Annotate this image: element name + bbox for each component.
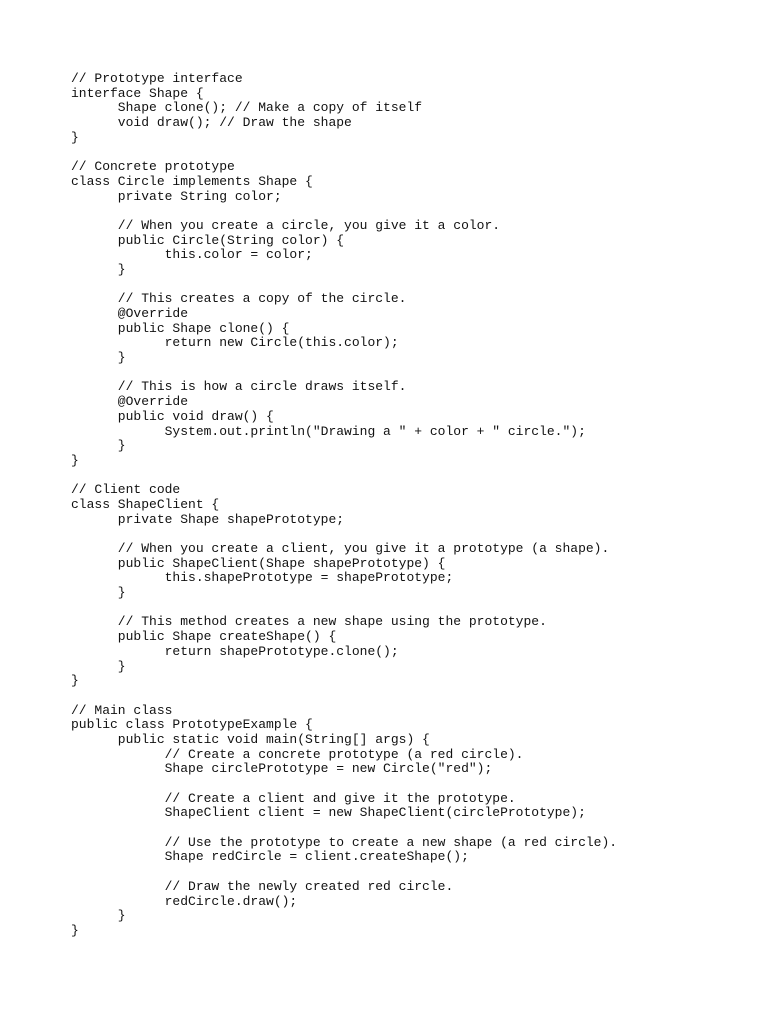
code-line: public Shape createShape() { bbox=[71, 629, 337, 645]
code-line: } bbox=[71, 261, 126, 277]
code-line: } bbox=[71, 673, 79, 689]
code-line: } bbox=[71, 658, 126, 674]
code-line: ShapeClient client = new ShapeClient(circlePrototype); bbox=[71, 805, 586, 821]
code-line: // When you create a circle, you give it a color. bbox=[71, 217, 501, 233]
code-line: void draw(); // Draw the shape bbox=[71, 115, 352, 131]
code-line: class ShapeClient { bbox=[71, 496, 220, 512]
code-line: private Shape shapePrototype; bbox=[71, 511, 345, 527]
code-line: // Create a concrete prototype (a red circle). bbox=[71, 746, 524, 762]
code-line: } bbox=[71, 908, 126, 924]
code-line: // When you create a client, you give it a prototype (a shape). bbox=[71, 541, 610, 556]
code-line bbox=[71, 366, 617, 381]
code-line bbox=[71, 689, 617, 704]
code-line: } bbox=[71, 350, 126, 366]
code-line: } bbox=[71, 585, 126, 601]
code-line: this.color = color; bbox=[71, 247, 313, 263]
code-line: class Circle implements Shape { bbox=[71, 173, 313, 189]
code-line: System.out.println("Drawing a " + color + " circle."); bbox=[71, 423, 586, 439]
code-line bbox=[71, 145, 617, 160]
code-line: // Draw the newly created red circle. bbox=[71, 878, 454, 894]
code-line: @Override bbox=[71, 306, 189, 321]
code-line: this.shapePrototype = shapePrototype; bbox=[71, 570, 454, 586]
code-line: // Client code bbox=[71, 482, 181, 498]
code-line: } bbox=[71, 452, 79, 468]
code-line: Shape redCircle = client.createShape(); bbox=[71, 849, 469, 865]
code-line: redCircle.draw(); bbox=[71, 893, 298, 909]
code-line: public Circle(String color) { bbox=[71, 232, 345, 248]
code-line: // This is how a circle draws itself. bbox=[71, 379, 407, 395]
code-line: } bbox=[71, 922, 79, 938]
code-line: return new Circle(this.color); bbox=[71, 335, 399, 351]
code-line: interface Shape { bbox=[71, 85, 204, 101]
code-line: // Concrete prototype bbox=[71, 159, 235, 175]
code-line: // This creates a copy of the circle. bbox=[71, 291, 407, 307]
code-line: public class PrototypeExample { bbox=[71, 717, 313, 733]
code-line: } bbox=[71, 438, 126, 454]
code-line bbox=[71, 204, 617, 219]
code-line: Shape clone(); // Make a copy of itself bbox=[71, 100, 423, 116]
code-line: public ShapeClient(Shape shapePrototype) { bbox=[71, 555, 446, 571]
code-line: Shape circlePrototype = new Circle("red"); bbox=[71, 761, 493, 777]
code-line: private String color; bbox=[71, 188, 282, 204]
code-line: @Override bbox=[71, 394, 189, 410]
code-line: public static void main(String[] args) { bbox=[71, 731, 430, 747]
code-line: public Shape clone() { bbox=[71, 320, 290, 336]
code-line bbox=[71, 527, 617, 542]
code-line: // Use the prototype to create a new shape (a red circle). bbox=[71, 834, 618, 850]
code-line: // Main class bbox=[71, 702, 173, 718]
code-line: return shapePrototype.clone(); bbox=[71, 643, 399, 659]
code-line bbox=[71, 777, 617, 792]
code-line: // Create a client and give it the prototype. bbox=[71, 790, 516, 806]
code-line: // This method creates a new shape using the prototype. bbox=[71, 614, 547, 630]
code-line: // Prototype interface bbox=[71, 71, 243, 86]
code-line: } bbox=[71, 129, 79, 145]
code-line: public void draw() { bbox=[71, 408, 274, 424]
code-line bbox=[71, 865, 617, 880]
code-line bbox=[71, 601, 617, 616]
code-line bbox=[71, 469, 617, 484]
code-block bbox=[71, 72, 617, 939]
code-line bbox=[71, 821, 617, 836]
code-line bbox=[71, 278, 617, 293]
